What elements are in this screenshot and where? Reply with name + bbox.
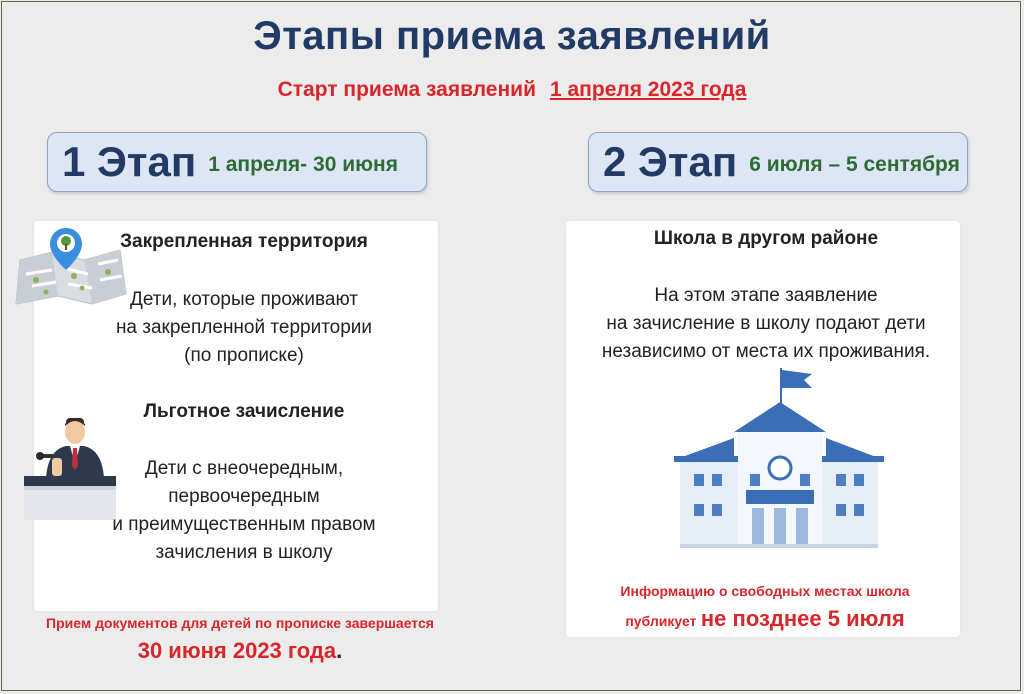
stage1-notice-date: 30 июня 2023 года [137, 638, 337, 663]
stage1-notice-period: . [336, 638, 343, 663]
stage1-section1-line2: на закрепленной территории [115, 317, 373, 338]
stage2-notice-line1: Информацию о свободных местах школа [620, 583, 910, 599]
start-line [0, 78, 1024, 102]
stage2-notice-emph: не позднее 5 июля [700, 606, 905, 631]
page-title: Этапы приема заявлений [253, 14, 771, 58]
stage2-notice-line2 [580, 606, 950, 632]
stage1-notice-line2 [20, 638, 460, 664]
stage1-section2-line3: и преимущественным правом [112, 514, 376, 535]
stage1-label: 1 Этап [62, 138, 197, 185]
stage2-notice-prefix: публикует [625, 613, 697, 629]
stage1-section2-heading: Льготное зачисление [143, 401, 345, 422]
stage1-section1-heading: Закрепленная территория [120, 231, 368, 252]
stage1-section1-line1: Дети, которые проживают [130, 289, 358, 310]
stage1-section1-line3: (по прописке) [184, 345, 304, 366]
stage1-section2-line2: первоочередным [168, 486, 320, 507]
stage2-header [588, 132, 968, 192]
stage2-line1: На этом этапе заявление [654, 285, 878, 306]
stage2-line3: независимо от места их проживания. [601, 341, 931, 362]
stage2-heading: Школа в другом районе [653, 228, 879, 249]
start-label: Старт приема заявлений [277, 78, 536, 101]
stage1-notice-line1: Прием документов для детей по прописке завершается [46, 615, 434, 631]
stage1-section2-line1: Дети с внеочередным, [144, 458, 344, 479]
stage2-label: 2 Этап [603, 138, 738, 185]
stage1-header [47, 132, 427, 192]
stage1-dates: 1 апреля- 30 июня [208, 153, 398, 176]
stage2-dates: 6 июля – 5 сентября [749, 153, 960, 176]
stage2-line2: на зачисление в школу подают дети [606, 313, 926, 334]
stage1-section2-line4: зачисления в школу [155, 542, 333, 563]
start-date: 1 апреля 2023 года [549, 78, 747, 101]
school-building-icon [674, 366, 884, 550]
